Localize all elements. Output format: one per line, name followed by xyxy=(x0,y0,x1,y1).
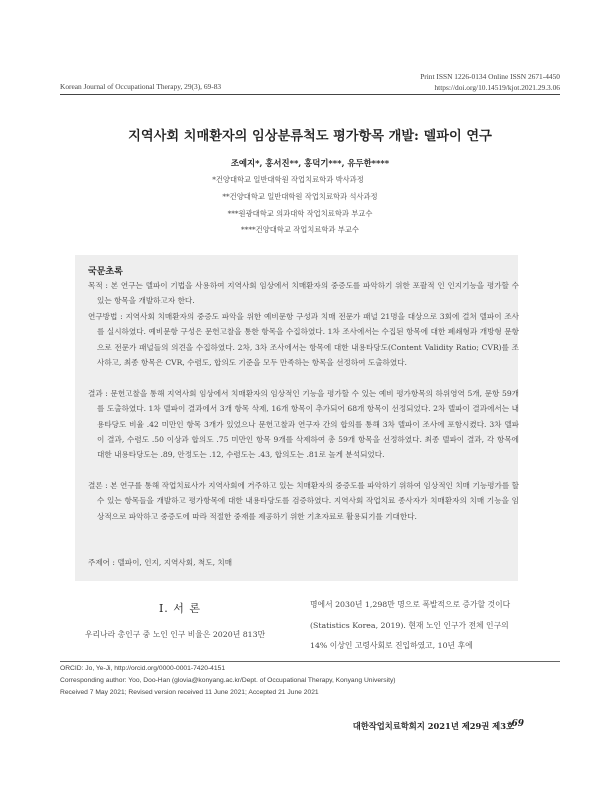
abstract-heading: 국문초록 xyxy=(88,267,123,277)
footnote-rule xyxy=(60,661,560,662)
affiliation-2: **건양대학교 일반대학원 작업치료학과 석사과정 xyxy=(222,192,378,201)
header-issn-doi xyxy=(420,71,560,93)
footnote-corresponding: Corresponding author: Yoo, Doo-Han (glovia@konyang.ac.kr/Dept. of Occupational Therapy, Konyang University) xyxy=(60,677,396,684)
keywords: 주제어 : 델파이, 인지, 지역사회, 척도, 치매 xyxy=(88,558,233,567)
author-list: 조예지*, 홍서진**, 홍덕기***, 유두한**** xyxy=(230,158,390,168)
abstract-conclusion: 결론 : 본 연구를 통해 작업치료사가 지역사회에 거주하고 있는 치매환자의 중증도를 파악하기 위하여 임상적인 치매 기능평가를 할 수 있는 항목들을 개발하고 평가항목에 대한 내용타당도를 검증하였다. 지역사회 작업치료 종사자가 치매환자의 치매 기능을 임상적으로 파악하고 중증도에 따라 적절한 중재를 제공하기 위한 기초자료로 활용되기를 기대한다. xyxy=(88,481,519,521)
doi-text: https://doi.org/10.14519/kjot.2021.29.3.06 xyxy=(434,83,560,92)
header-rule xyxy=(60,94,560,95)
journal-citation: Korean Journal of Occupational Therapy, 29(3), 69-83 xyxy=(60,82,222,91)
issn-text: Print ISSN 1226-0134 Online ISSN 2671-4450 xyxy=(420,72,560,81)
footnote-orcid: ORCID: Jo, Ye-Ji, http://orcid.org/0000-0001-7420-4151 xyxy=(60,665,226,672)
paper-title: 지역사회 치매환자의 임상분류척도 평가항목 개발: 델파이 연구 xyxy=(128,129,492,144)
footnote-received: Received 7 May 2021; Revised version received 11 June 2021; Accepted 21 June 2021 xyxy=(60,689,319,696)
body-right-column: 명에서 2030년 1,298만 명으로 폭발적으로 증가할 것이다(Statistics Korea, 2019). 현재 노인 인구가 전체 인구의 14% 이상인 고령사회로 진입하였고, 10년 후에 xyxy=(310,600,511,650)
affiliation-1: *건양대학교 일반대학원 작업치료학과 박사과정 xyxy=(212,175,364,184)
affiliation-3: ***원광대학교 의과대학 작업치료학과 부교수 xyxy=(227,209,373,218)
affiliation-4: ****건양대학교 작업치료학과 부교수 xyxy=(241,225,359,234)
footer-journal-issue: 대한작업치료학회지 2021년 제29권 제3호 xyxy=(352,721,514,731)
section-heading: Ⅰ. 서 론 xyxy=(158,602,202,615)
body-left-column: 우리나라 총인구 중 노인 인구 비율은 2020년 813만 xyxy=(85,630,266,639)
page-number: 69 xyxy=(511,719,524,729)
abstract-results: 결과 : 문헌고찰을 통해 지역사회 임상에서 치매환자의 임상적인 기능을 평가할 수 있는 예비 평가항목의 하위영역 5개, 문항 59개를 도출하였다. 1차 델파이 결과에서 3개 항목 삭제, 16개 항목이 추가되어 68개 항목이 선정되었다. 2차 델파이 결과에서는 내용타당도 비율 .42 미만인 항목 3개가 있었으나 문헌고찰과 연구자 간의 합의를 통해 3차 델파이 조사에 포함시켰다. 3차 델파이 결과, 수렴도 .50 이상과 합의도 .75 미만인 항목 9개를 삭제하여 총 59개 항목을 선정하였다. 최종 델파이 결과, 각 항목에 대한 내용타당도는 .89, 안정도는 .12, 수렴도는 .43, 합의도는 .81로 높게 분석되었다. xyxy=(88,389,519,460)
abstract-method: 연구방법 : 지역사회 치매환자의 중증도 파악을 위한 예비문항 구성과 치매 전문가 패널 21명을 대상으로 3회에 걸쳐 델파이 조사를 실시하였다. 예비문항 구성은 문헌고찰을 통한 항목을 수집하였다. 1차 조사에서는 수집된 항목에 대한 폐쇄형과 개방형 문항으로 전문가 패널들의 의견을 수집하였다. 2차, 3차 조사에서는 항목에 대한 내용타당도(Content Validity Ratio; CVR)를 조사하고, 최종 항목은 CVR, 수렴도, 합의도 기준을 모두 만족하는 항목을 선정하여 도출하였다. xyxy=(88,312,519,367)
abstract-purpose: 목적 : 본 연구는 델파이 기법을 사용하여 지역사회 임상에서 치매환자의 중증도를 파악하기 위한 포괄적 인 인지기능을 평가할 수 있는 항목을 개발하고자 한다. xyxy=(88,281,519,306)
